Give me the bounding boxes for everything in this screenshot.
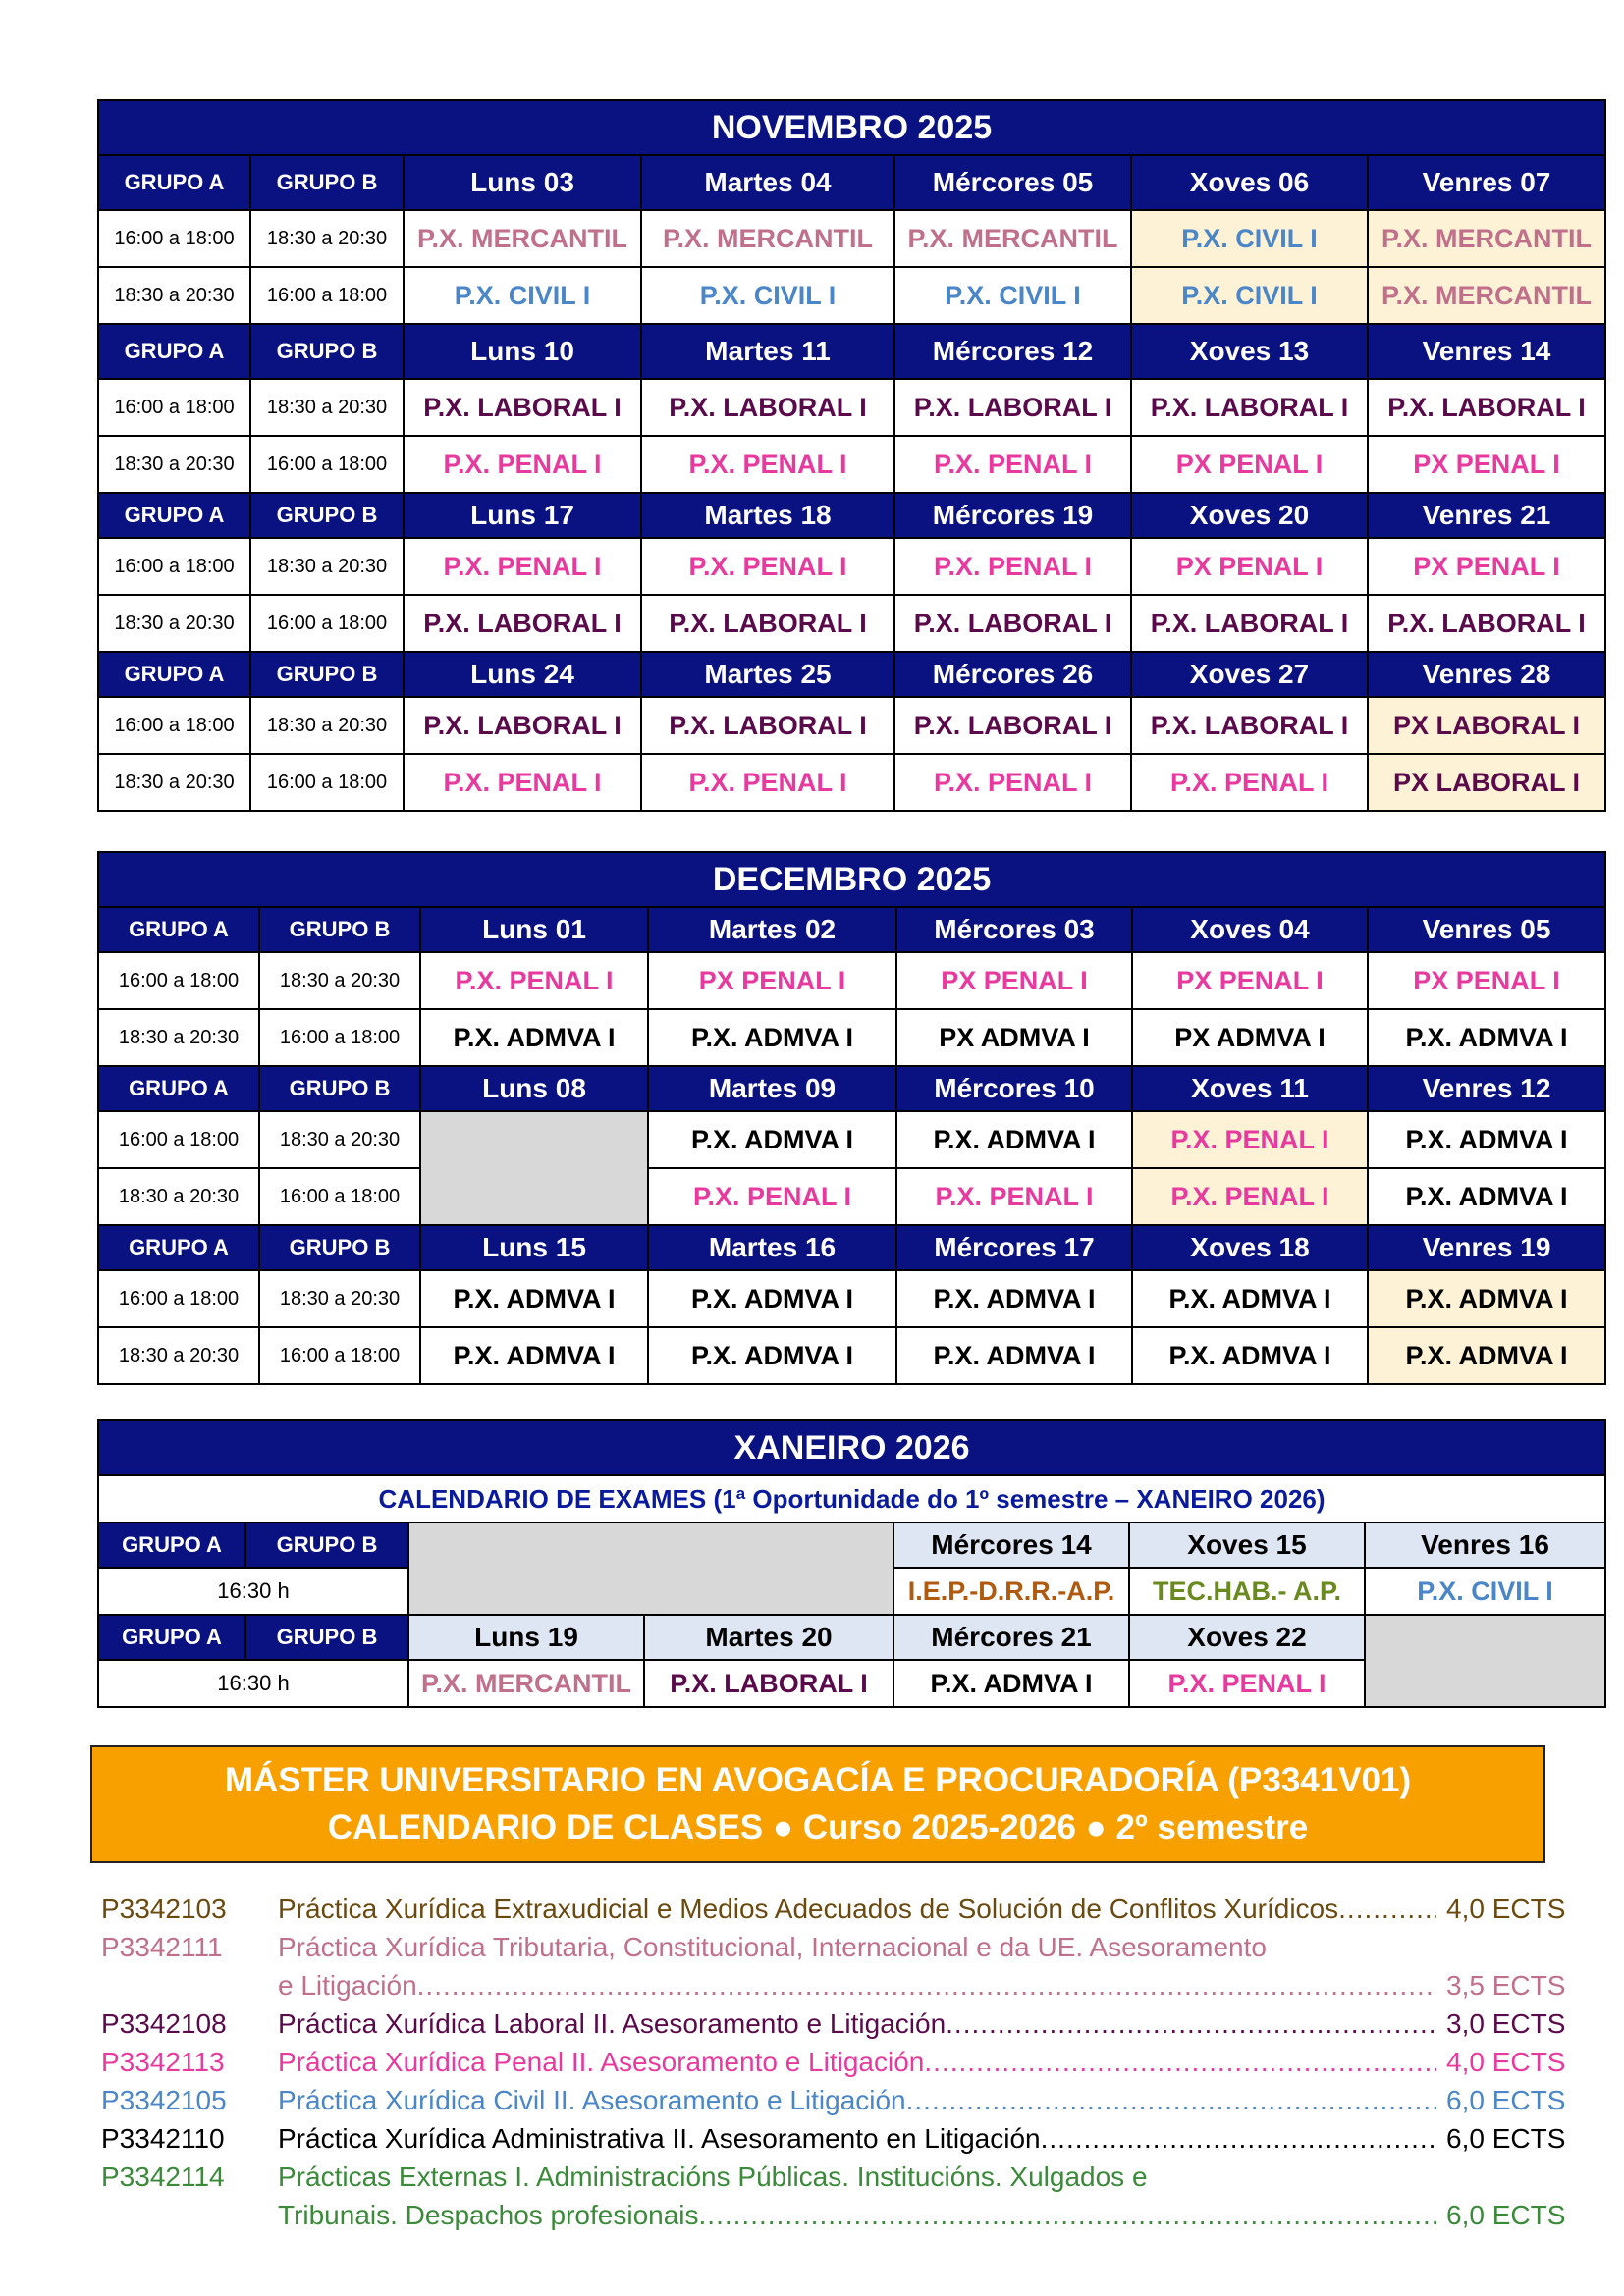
empty-cell [1365,1615,1605,1707]
class-cell: PX PENAL I [648,952,896,1009]
day-header: Venres 14 [1368,324,1605,379]
day-header: Mércores 10 [896,1066,1132,1111]
class-cell: P.X. PENAL I [648,1168,896,1225]
class-cell: P.X. ADMVA I [1368,1327,1605,1384]
exam-cell: P.X. MERCANTIL [408,1660,644,1707]
class-cell: P.X. PENAL I [894,436,1131,493]
group-b-header: GRUPO B [245,1615,408,1660]
day-header: Luns 15 [420,1225,648,1270]
day-header: Xoves 22 [1129,1615,1365,1660]
course-ects: 4,0 ECTS [1446,1894,1566,1924]
class-cell: P.X. LABORAL I [404,595,641,652]
class-cell: P.X. ADMVA I [420,1270,648,1327]
day-header: Xoves 15 [1129,1522,1365,1568]
course-name: Práctica Xurídica Laboral II. Asesoramento e Litigación [278,2008,947,2039]
day-header: Luns 08 [420,1066,648,1111]
course-name-cont: Tribunais. Despachos profesionais [278,2200,699,2230]
time-group-b: 18:30 a 20:30 [259,1270,420,1327]
day-header: Martes 25 [641,652,894,697]
day-header: Venres 07 [1368,155,1605,210]
course-code: P3342110 [101,2123,225,2154]
class-cell: P.X. PENAL I [896,1168,1132,1225]
time-group-b: 18:30 a 20:30 [250,538,404,595]
time-group-a: 18:30 a 20:30 [98,754,250,811]
class-cell: PX PENAL I [1132,952,1368,1009]
class-cell: P.X. PENAL I [894,754,1131,811]
group-a-header: GRUPO A [98,907,259,952]
exam-cell: P.X. PENAL I [1129,1660,1365,1707]
class-cell: P.X. PENAL I [404,754,641,811]
class-cell: P.X. PENAL I [1132,1168,1368,1225]
course-ects: 3,0 ECTS [1446,2008,1566,2039]
holiday-cell [420,1111,648,1225]
course-code: P3342113 [101,2047,225,2077]
exam-cell: I.E.P.-D.R.R.-A.P. [893,1568,1129,1615]
group-b-header: GRUPO B [259,1225,420,1270]
class-cell: P.X. PENAL I [894,538,1131,595]
class-cell: P.X. LABORAL I [404,697,641,754]
day-header: Mércores 21 [893,1615,1129,1660]
class-cell: P.X. LABORAL I [1131,697,1368,754]
day-header: Mércores 14 [893,1522,1129,1568]
class-cell: P.X. PENAL I [641,538,894,595]
class-cell: PX PENAL I [1131,436,1368,493]
class-cell: P.X. ADMVA I [1132,1327,1368,1384]
day-header: Luns 10 [404,324,641,379]
course-name-cont: e Litigación [278,1970,417,2001]
time-group-b: 18:30 a 20:30 [259,1111,420,1168]
day-header: Mércores 26 [894,652,1131,697]
course-code: P3342105 [101,2085,227,2115]
class-cell: PX LABORAL I [1368,754,1605,811]
day-header: Mércores 03 [896,907,1132,952]
class-cell: PX PENAL I [1368,436,1605,493]
time-group-a: 16:00 a 18:00 [98,210,250,267]
class-cell: P.X. ADMVA I [648,1270,896,1327]
class-cell: P.X. ADMVA I [648,1009,896,1066]
day-header: Venres 16 [1365,1522,1605,1568]
day-header: Luns 19 [408,1615,644,1660]
class-cell: P.X. ADMVA I [896,1111,1132,1168]
day-header: Mércores 19 [894,493,1131,538]
course-ects: 6,0 ECTS [1446,2123,1566,2154]
course-row [101,2043,1564,2081]
class-cell: P.X. CIVIL I [404,267,641,324]
class-cell: P.X. LABORAL I [641,379,894,436]
time-group-b: 18:30 a 20:30 [250,210,404,267]
group-a-header: GRUPO A [98,1615,245,1660]
group-b-header: GRUPO B [250,493,404,538]
class-cell: P.X. ADMVA I [896,1270,1132,1327]
time-group-b: 16:00 a 18:00 [250,267,404,324]
class-cell: P.X. ADMVA I [420,1327,648,1384]
course-code: P3342114 [101,2162,225,2192]
course-code: P3342103 [101,1894,227,1924]
exam-time: 16:30 h [98,1660,408,1707]
exam-cell: P.X. ADMVA I [893,1660,1129,1707]
class-cell: P.X. PENAL I [404,538,641,595]
course-row [101,2081,1564,2119]
class-cell: P.X. LABORAL I [1368,379,1605,436]
time-group-a: 18:30 a 20:30 [98,436,250,493]
day-header: Xoves 13 [1131,324,1368,379]
course-ects: 4,0 ECTS [1446,2047,1566,2077]
class-cell: PX PENAL I [1368,952,1605,1009]
class-cell: P.X. PENAL I [1132,1111,1368,1168]
time-group-b: 16:00 a 18:00 [259,1327,420,1384]
time-group-a: 16:00 a 18:00 [98,538,250,595]
course-row [101,2158,1564,2234]
master-banner [90,1745,1545,1863]
group-a-header: GRUPO A [98,1522,245,1568]
course-ects: 3,5 ECTS [1446,1970,1566,2001]
time-group-a: 18:30 a 20:30 [98,267,250,324]
class-cell: P.X. ADMVA I [1368,1270,1605,1327]
day-header: Venres 12 [1368,1066,1605,1111]
course-row [101,2004,1564,2043]
course-code: P3342111 [101,1932,223,1962]
class-cell: P.X. CIVIL I [894,267,1131,324]
day-header: Luns 01 [420,907,648,952]
november-title: NOVEMBRO 2025 [98,100,1605,155]
class-cell: P.X. ADMVA I [896,1327,1132,1384]
group-b-header: GRUPO B [250,652,404,697]
exam-cell: P.X. CIVIL I [1365,1568,1605,1615]
exam-time: 16:30 h [98,1568,408,1615]
class-cell: P.X. MERCANTIL [894,210,1131,267]
banner-title: MÁSTER UNIVERSITARIO EN AVOGACÍA E PROCURADORÍA (P3341V01) [224,1761,1412,1799]
class-cell: P.X. CIVIL I [1131,210,1368,267]
course-row [101,1928,1564,2004]
day-header: Xoves 18 [1132,1225,1368,1270]
course-name: Práctica Xurídica Civil II. Asesoramento e Litigación [278,2085,906,2115]
class-cell: PX ADMVA I [896,1009,1132,1066]
course-ects: 6,0 ECTS [1446,2085,1566,2115]
time-group-a: 18:30 a 20:30 [98,1009,259,1066]
day-header: Martes 20 [644,1615,893,1660]
exams-subtitle: CALENDARIO DE EXAMES (1ª Oportunidade do 1º semestre – XANEIRO 2026) [98,1475,1605,1522]
class-cell: PX PENAL I [1368,538,1605,595]
class-cell: P.X. MERCANTIL [641,210,894,267]
november-calendar [97,99,1606,812]
group-a-header: GRUPO A [98,1225,259,1270]
january-exams-calendar [97,1419,1606,1708]
group-a-header: GRUPO A [98,155,250,210]
time-group-b: 16:00 a 18:00 [259,1009,420,1066]
class-cell: P.X. MERCANTIL [1368,210,1605,267]
class-cell: P.X. CIVIL I [1131,267,1368,324]
time-group-b: 16:00 a 18:00 [250,436,404,493]
class-cell: PX PENAL I [896,952,1132,1009]
course-name: Práctica Xurídica Administrativa II. Asesoramento en Litigación [278,2123,1041,2154]
time-group-b: 18:30 a 20:30 [250,379,404,436]
group-b-header: GRUPO B [245,1522,408,1568]
time-group-b: 18:30 a 20:30 [250,697,404,754]
day-header: Martes 16 [648,1225,896,1270]
day-header: Mércores 17 [896,1225,1132,1270]
course-name: Prácticas Externas I. Administracións Públicas. Institucións. Xulgados e [278,2162,1148,2192]
class-cell: P.X. CIVIL I [641,267,894,324]
class-cell: P.X. PENAL I [404,436,641,493]
class-cell: PX ADMVA I [1132,1009,1368,1066]
day-header: Luns 03 [404,155,641,210]
class-cell: P.X. MERCANTIL [1368,267,1605,324]
day-header: Venres 05 [1368,907,1605,952]
class-cell: P.X. LABORAL I [894,697,1131,754]
class-cell: P.X. PENAL I [1131,754,1368,811]
course-row [101,2119,1564,2158]
time-group-a: 16:00 a 18:00 [98,952,259,1009]
group-b-header: GRUPO B [250,324,404,379]
class-cell: P.X. ADMVA I [1132,1270,1368,1327]
time-group-a: 16:00 a 18:00 [98,697,250,754]
class-cell: P.X. ADMVA I [1368,1168,1605,1225]
day-header: Luns 24 [404,652,641,697]
time-group-b: 16:00 a 18:00 [259,1168,420,1225]
course-name: Práctica Xurídica Penal II. Asesoramento e Litigación [278,2047,925,2077]
class-cell: P.X. ADMVA I [648,1111,896,1168]
day-header: Xoves 27 [1131,652,1368,697]
december-title: DECEMBRO 2025 [98,852,1605,907]
time-group-b: 16:00 a 18:00 [250,595,404,652]
course-ects: 6,0 ECTS [1446,2200,1566,2230]
day-header: Mércores 05 [894,155,1131,210]
course-name: Práctica Xurídica Extraxudicial e Medios Adecuados de Solución de Conflitos Xurídicos [278,1894,1339,1924]
class-cell: PX LABORAL I [1368,697,1605,754]
empty-cell [408,1522,893,1615]
day-header: Martes 18 [641,493,894,538]
class-cell: P.X. PENAL I [641,754,894,811]
class-cell: P.X. LABORAL I [404,379,641,436]
course-name: Práctica Xurídica Tributaria, Constitucional, Internacional e da UE. Asesoramento [278,1932,1267,1962]
class-cell: P.X. LABORAL I [641,595,894,652]
day-header: Martes 11 [641,324,894,379]
class-cell: P.X. ADMVA I [1368,1111,1605,1168]
day-header: Xoves 11 [1132,1066,1368,1111]
january-title: XANEIRO 2026 [98,1420,1605,1475]
group-b-header: GRUPO B [259,1066,420,1111]
day-header: Xoves 20 [1131,493,1368,538]
day-header: Xoves 04 [1132,907,1368,952]
time-group-b: 16:00 a 18:00 [250,754,404,811]
group-a-header: GRUPO A [98,324,250,379]
day-header: Venres 21 [1368,493,1605,538]
exam-cell: TEC.HAB.- A.P. [1129,1568,1365,1615]
banner-subtitle: CALENDARIO DE CLASES ● Curso 2025-2026 ● 2º semestre [327,1808,1309,1846]
class-cell: P.X. LABORAL I [1131,379,1368,436]
course-row [101,1890,1564,1928]
course-code: P3342108 [101,2008,227,2039]
exam-cell: P.X. LABORAL I [644,1660,893,1707]
class-cell: P.X. ADMVA I [648,1327,896,1384]
time-group-a: 16:00 a 18:00 [98,1270,259,1327]
time-group-a: 16:00 a 18:00 [98,1111,259,1168]
day-header: Martes 09 [648,1066,896,1111]
class-cell: P.X. ADMVA I [1368,1009,1605,1066]
class-cell: P.X. ADMVA I [420,1009,648,1066]
class-cell: P.X. LABORAL I [894,379,1131,436]
group-a-header: GRUPO A [98,652,250,697]
december-calendar [97,851,1606,1385]
day-header: Venres 28 [1368,652,1605,697]
class-cell: P.X. LABORAL I [894,595,1131,652]
course-list [101,1890,1564,2234]
time-group-b: 18:30 a 20:30 [259,952,420,1009]
group-b-header: GRUPO B [250,155,404,210]
day-header: Xoves 06 [1131,155,1368,210]
time-group-a: 18:30 a 20:30 [98,595,250,652]
day-header: Mércores 12 [894,324,1131,379]
time-group-a: 18:30 a 20:30 [98,1168,259,1225]
day-header: Martes 04 [641,155,894,210]
class-cell: P.X. LABORAL I [1131,595,1368,652]
group-b-header: GRUPO B [259,907,420,952]
day-header: Luns 17 [404,493,641,538]
day-header: Martes 02 [648,907,896,952]
class-cell: PX PENAL I [1131,538,1368,595]
time-group-a: 18:30 a 20:30 [98,1327,259,1384]
class-cell: P.X. LABORAL I [641,697,894,754]
class-cell: P.X. LABORAL I [1368,595,1605,652]
class-cell: P.X. MERCANTIL [404,210,641,267]
class-cell: P.X. PENAL I [641,436,894,493]
group-a-header: GRUPO A [98,493,250,538]
class-cell: P.X. PENAL I [420,952,648,1009]
group-a-header: GRUPO A [98,1066,259,1111]
time-group-a: 16:00 a 18:00 [98,379,250,436]
day-header: Venres 19 [1368,1225,1605,1270]
